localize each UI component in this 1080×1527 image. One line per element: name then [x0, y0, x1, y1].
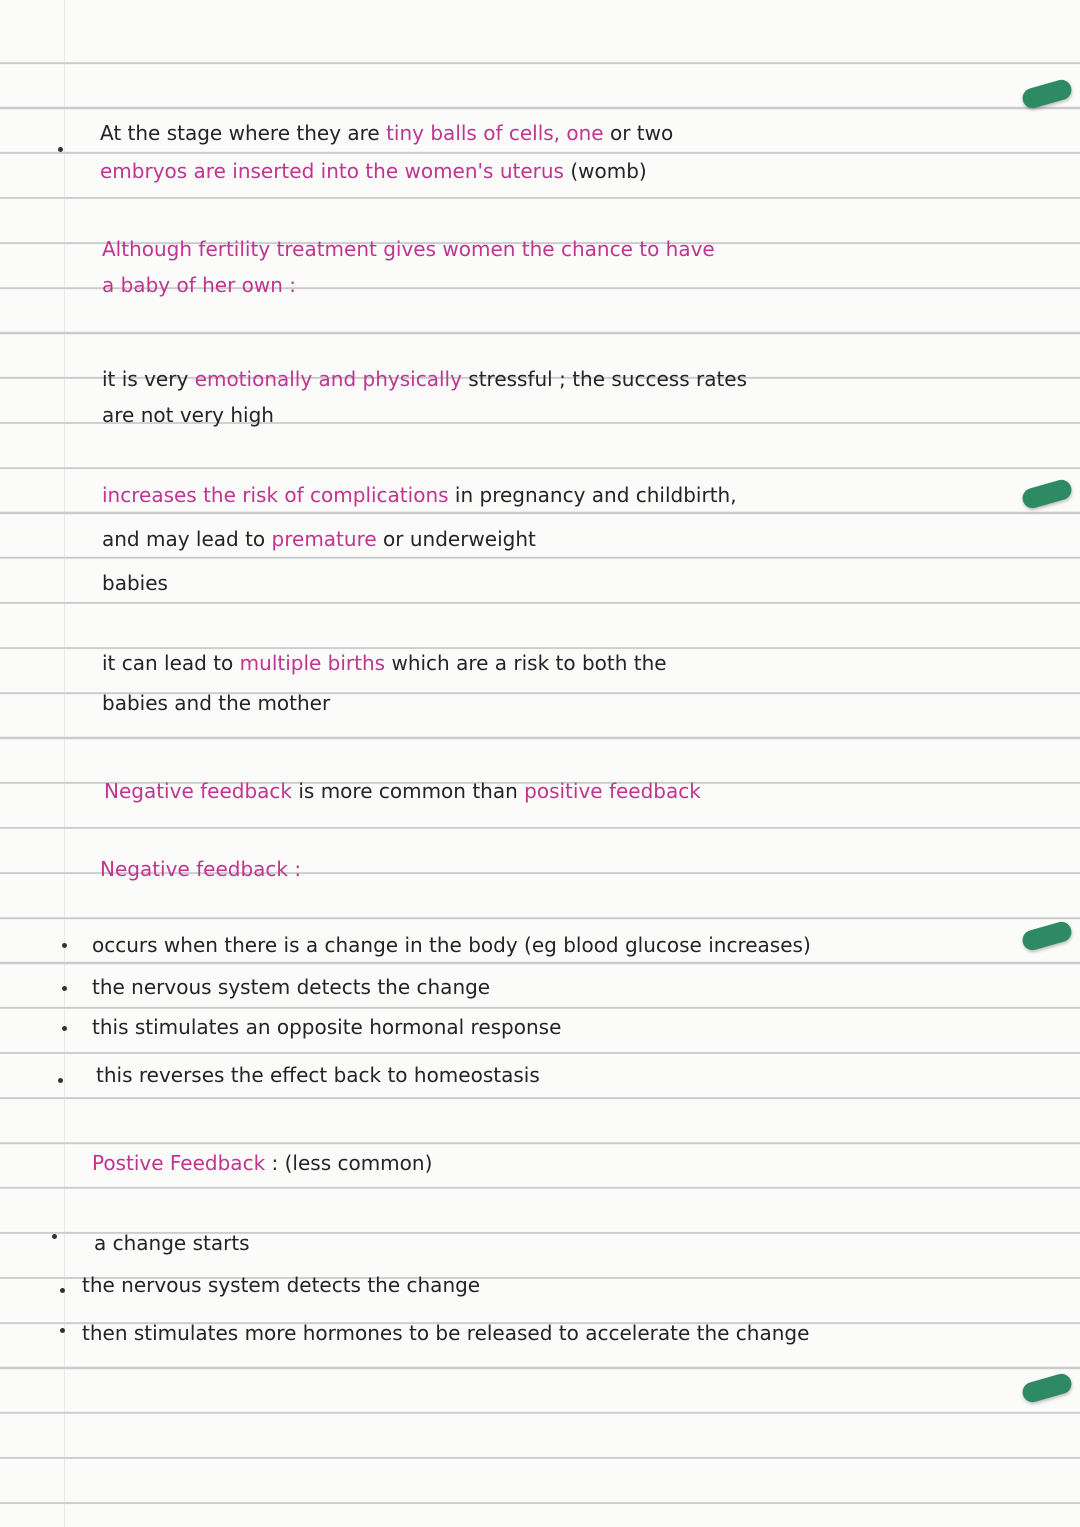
note-text: in pregnancy and childbirth,: [448, 483, 737, 507]
note-line: [92, 1006, 561, 1048]
note-text-highlight: emotionally and physically: [194, 367, 462, 391]
note-text-highlight: Postive Feedback: [92, 1151, 266, 1175]
note-text: babies: [102, 571, 168, 595]
note-line: [96, 1054, 540, 1096]
bullet-icon: [62, 1026, 67, 1031]
note-text: which are a risk to both the: [385, 651, 667, 675]
note-line: [92, 924, 811, 966]
note-text: babies and the mother: [102, 691, 331, 715]
note-text: it is very: [102, 367, 195, 391]
note-text-highlight: Negative feedback :: [100, 857, 302, 881]
note-text: or two: [603, 121, 674, 145]
note-text: is more common than: [292, 779, 525, 803]
note-line: [102, 562, 168, 604]
note-text: the nervous system detects the change: [82, 1273, 481, 1297]
note-text: and may lead to: [102, 527, 272, 551]
note-line: [102, 682, 330, 724]
note-text: the nervous system detects the change: [92, 975, 491, 999]
note-line: [102, 518, 536, 560]
note-line: [82, 1312, 809, 1354]
note-text-highlight: embryos are inserted into the women's uterus: [100, 159, 564, 183]
note-text-highlight: multiple births: [239, 651, 386, 675]
note-text-highlight: Although fertility treatment gives women the chance to have: [102, 237, 715, 261]
note-text-highlight: Negative feedback: [104, 779, 292, 803]
note-text: then stimulates more hormones to be released to accelerate the change: [82, 1321, 810, 1345]
note-line: [102, 642, 667, 684]
note-line: [102, 394, 274, 436]
note-line: [92, 1142, 432, 1184]
note-line: [92, 966, 490, 1008]
note-text: are not very high: [102, 403, 274, 427]
note-text: stressful ; the success rates: [461, 367, 748, 391]
note-line: [100, 112, 673, 154]
note-line: [102, 264, 296, 306]
note-text-highlight: increases the risk of complications: [102, 483, 449, 507]
bullet-icon: [58, 1078, 63, 1083]
note-line: [102, 474, 737, 516]
note-text-highlight: tiny balls of cells, one: [386, 121, 604, 145]
note-text: this reverses the effect back to homeostasis: [96, 1063, 540, 1087]
note-text: this stimulates an opposite hormonal response: [92, 1015, 562, 1039]
bullet-icon: [52, 1234, 57, 1239]
note-text: or underweight: [376, 527, 536, 551]
note-text: it can lead to: [102, 651, 240, 675]
note-text-highlight: positive feedback: [524, 779, 701, 803]
note-line: [100, 848, 301, 890]
note-text: a change starts: [94, 1231, 250, 1255]
note-line: [82, 1264, 480, 1306]
note-line: [100, 150, 647, 192]
bullet-icon: [58, 147, 63, 152]
note-text-highlight: a baby of her own :: [102, 273, 297, 297]
note-text: occurs when there is a change in the body (eg blood glucose increases): [92, 933, 811, 957]
note-text: (womb): [563, 159, 647, 183]
note-text-highlight: premature: [271, 527, 377, 551]
bullet-icon: [62, 943, 67, 948]
note-text: At the stage where they are: [100, 121, 387, 145]
bullet-icon: [60, 1328, 65, 1333]
note-line: [104, 770, 701, 812]
bullet-icon: [62, 986, 67, 991]
note-line: [94, 1222, 250, 1264]
bullet-icon: [60, 1288, 65, 1293]
note-text: : (less common): [265, 1151, 433, 1175]
